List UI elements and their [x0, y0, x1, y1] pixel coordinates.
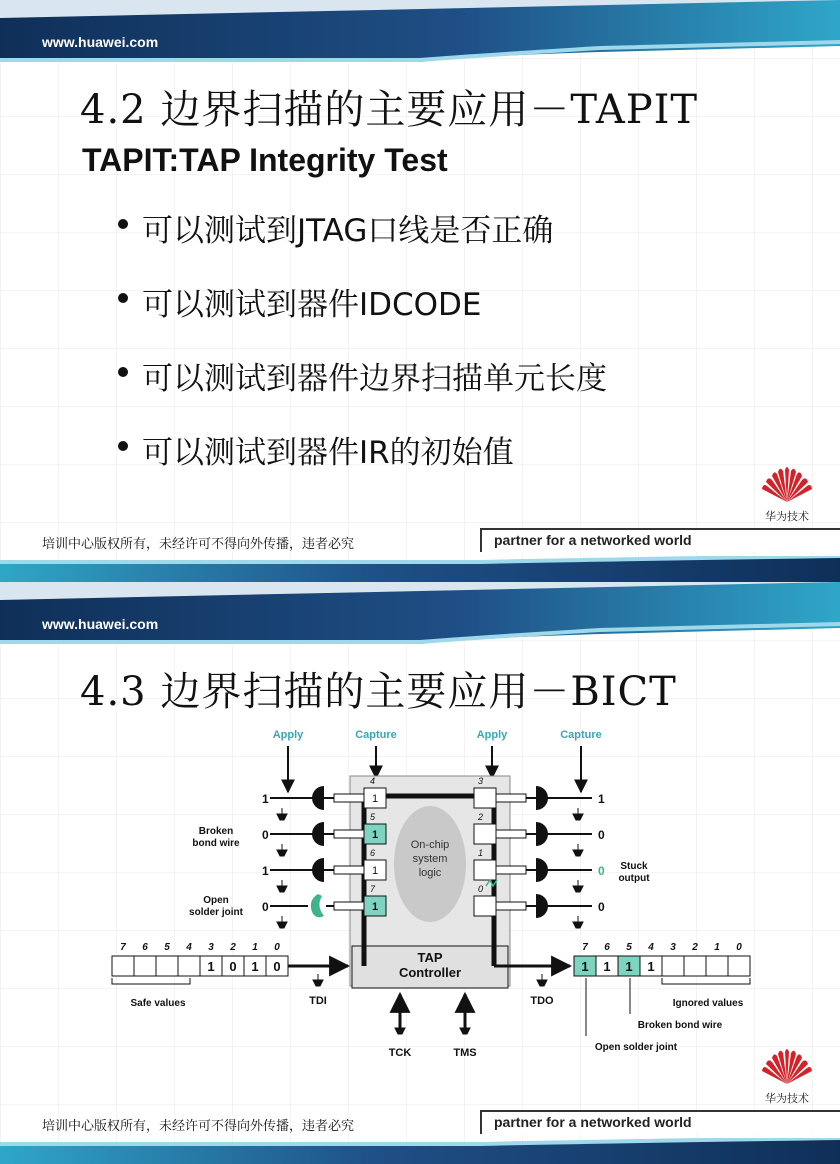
bullet-icon: [118, 367, 128, 377]
slide-footer: [0, 520, 840, 582]
probe-icon: [573, 880, 583, 892]
svg-text:0: 0: [262, 828, 269, 842]
open-solder-icon: [311, 894, 324, 917]
tagline-box: [480, 1110, 840, 1134]
register-bit-index: 0: [736, 942, 742, 953]
core-logic-label-1: On-chip: [410, 839, 450, 851]
svg-text:0: 0: [598, 828, 605, 842]
svg-text:2: 2: [478, 812, 484, 822]
bullet-icon: [118, 441, 128, 451]
register-bit-index: 5: [164, 942, 170, 953]
probe-icon: [537, 974, 547, 986]
tdi-label: TDI: [309, 995, 327, 1007]
register-bit-index: 7: [120, 942, 126, 953]
ignored-values-label: Ignored values: [672, 998, 744, 1009]
register-bit-index: 6: [604, 942, 610, 953]
solder-ball-icon: [536, 822, 548, 846]
probe-icon: [395, 1022, 405, 1034]
tck-label: TCK: [388, 1047, 412, 1059]
capture-label-left: Capture: [355, 729, 397, 741]
register-bit-value: 1: [625, 959, 633, 974]
register-bit-index: 2: [692, 942, 698, 953]
huawei-logo: [756, 456, 818, 524]
register-bit-index: 5: [626, 942, 632, 953]
svg-text:1: 1: [598, 792, 605, 806]
apply-label-left: Apply: [272, 729, 304, 741]
probe-icon: [277, 844, 287, 856]
svg-text:5: 5: [370, 812, 376, 822]
copyright-text: 培训中心版权所有，未经许可不得向外传播，违者必究: [42, 537, 355, 552]
probe-icon: [573, 844, 583, 856]
register-bit-index: 2: [230, 942, 236, 953]
tagline-box: [480, 528, 840, 552]
register-bit-index: 6: [142, 942, 148, 953]
footer-banner: [0, 1138, 840, 1164]
huawei-petal-icon: [756, 1038, 818, 1086]
register-cell: [112, 956, 134, 976]
solder-ball-icon: [312, 786, 324, 810]
probe-icon: [277, 808, 287, 820]
slide-header: [0, 0, 840, 62]
svg-text:1: 1: [478, 848, 484, 858]
svg-text:4: 4: [370, 776, 376, 786]
register-bit-value: 1: [647, 959, 655, 974]
tagline: partner for a networked world: [494, 1114, 692, 1130]
huawei-logo: [756, 1038, 818, 1106]
stuck-output-label-1: Stuck: [620, 861, 648, 872]
list-item: 可以测试到器件IR的初始值: [112, 427, 607, 501]
svg-text:0: 0: [262, 900, 269, 914]
svg-text:6: 6: [370, 848, 376, 858]
register-bit-index: 3: [670, 942, 676, 953]
output-register: [574, 942, 750, 976]
header-banner: [0, 0, 840, 62]
tdo-label: TDO: [530, 995, 554, 1007]
svg-text:1: 1: [262, 792, 269, 806]
svg-text:1: 1: [371, 901, 379, 913]
slide-bict: [0, 582, 840, 1164]
site-url: www.huawei.com: [42, 34, 159, 50]
register-cell: [684, 956, 706, 976]
copyright-text: 培训中心版权所有，未经许可不得向外传播，违者必究: [42, 1119, 355, 1134]
solder-ball-icon: [312, 858, 324, 882]
probe-icon: [313, 974, 323, 986]
slide-footer: [0, 1102, 840, 1164]
scan-cell: [474, 788, 496, 808]
open-solder-joint-label-2: solder joint: [189, 907, 243, 918]
bullet-icon: [118, 219, 128, 229]
broken-bond-wire-label-2: bond wire: [192, 838, 240, 849]
register-bit-index: 3: [208, 942, 214, 953]
bict-diagram: [0, 582, 840, 1164]
list-item: 可以测试到器件IDCODE: [112, 279, 607, 353]
probe-icon: [573, 916, 583, 928]
left-pins: [262, 786, 364, 928]
solder-ball-icon: [536, 894, 548, 918]
stuck-output-label-2: output: [618, 873, 650, 884]
scan-cell: [474, 896, 496, 916]
svg-text:1: 1: [262, 864, 269, 878]
probe-icon: [277, 916, 287, 928]
svg-text:0: 0: [598, 864, 605, 878]
input-register: [112, 942, 288, 976]
svg-text:3: 3: [478, 776, 484, 786]
huawei-petal-icon: [756, 456, 818, 504]
register-cell: [662, 956, 684, 976]
probe-icon: [573, 808, 583, 820]
svg-text:1: 1: [371, 865, 379, 877]
bullet-icon: [118, 293, 128, 303]
register-bit-value: 1: [581, 959, 589, 974]
svg-text:7: 7: [370, 884, 376, 894]
probe-icon: [277, 880, 287, 892]
site-url: www.huawei.com: [42, 616, 159, 632]
core-logic-label-3: logic: [418, 867, 442, 879]
tap-controller-label-2: Controller: [398, 965, 462, 980]
footer-banner: [0, 556, 840, 582]
solder-ball-icon: [536, 858, 548, 882]
broken-bond-wire-note: Broken bond wire: [637, 1020, 723, 1031]
register-bit-index: 7: [582, 942, 588, 953]
register-bit-index: 0: [274, 942, 280, 953]
logo-text: 华为技术: [765, 510, 809, 523]
solder-ball-icon: [312, 822, 324, 846]
open-solder-joint-note: Open solder joint: [594, 1042, 678, 1053]
right-pins: [496, 786, 605, 928]
register-bit-value: 1: [603, 959, 611, 974]
list-item: 可以测试到器件边界扫描单元长度: [112, 353, 607, 427]
broken-bond-wire-label-1: Broken: [198, 826, 234, 837]
scan-cell: [474, 824, 496, 844]
register-cell: [706, 956, 728, 976]
register-bit-value: 0: [229, 959, 237, 974]
tap-controller-label-1: TAP: [417, 950, 443, 965]
register-cell: [134, 956, 156, 976]
tagline: partner for a networked world: [494, 532, 692, 548]
tms-label: TMS: [453, 1047, 477, 1059]
apply-label-right: Apply: [476, 729, 508, 741]
capture-label-right: Capture: [560, 729, 602, 741]
page-title: 4.3 边界扫描的主要应用－BICT: [80, 669, 677, 715]
register-cell: [156, 956, 178, 976]
subtitle: TAPIT:TAP Integrity Test: [82, 142, 448, 178]
bullet-list: [112, 205, 607, 501]
core-logic-label-2: system: [412, 853, 448, 865]
svg-text:1: 1: [371, 793, 379, 805]
register-bit-value: 1: [251, 959, 259, 974]
register-bit-value: 0: [273, 959, 281, 974]
svg-text:0: 0: [598, 900, 605, 914]
register-bit-index: 1: [714, 942, 720, 953]
open-solder-joint-label-1: Open: [203, 895, 229, 906]
list-item: 可以测试到JTAG口线是否正确: [112, 205, 607, 279]
logo-text: 华为技术: [765, 1092, 809, 1105]
register-cell: [178, 956, 200, 976]
safe-values-label: Safe values: [130, 998, 186, 1009]
register-cell: [728, 956, 750, 976]
scan-cell: [474, 860, 496, 880]
register-bit-value: 1: [207, 959, 215, 974]
solder-ball-icon: [536, 786, 548, 810]
register-bit-index: 4: [648, 942, 654, 953]
register-bit-index: 1: [252, 942, 258, 953]
svg-text:0: 0: [478, 884, 484, 894]
probe-icon: [460, 1022, 470, 1034]
svg-text:1: 1: [371, 829, 379, 841]
register-bit-index: 4: [186, 942, 192, 953]
page-title: 4.2 边界扫描的主要应用－TAPIT: [80, 87, 699, 133]
